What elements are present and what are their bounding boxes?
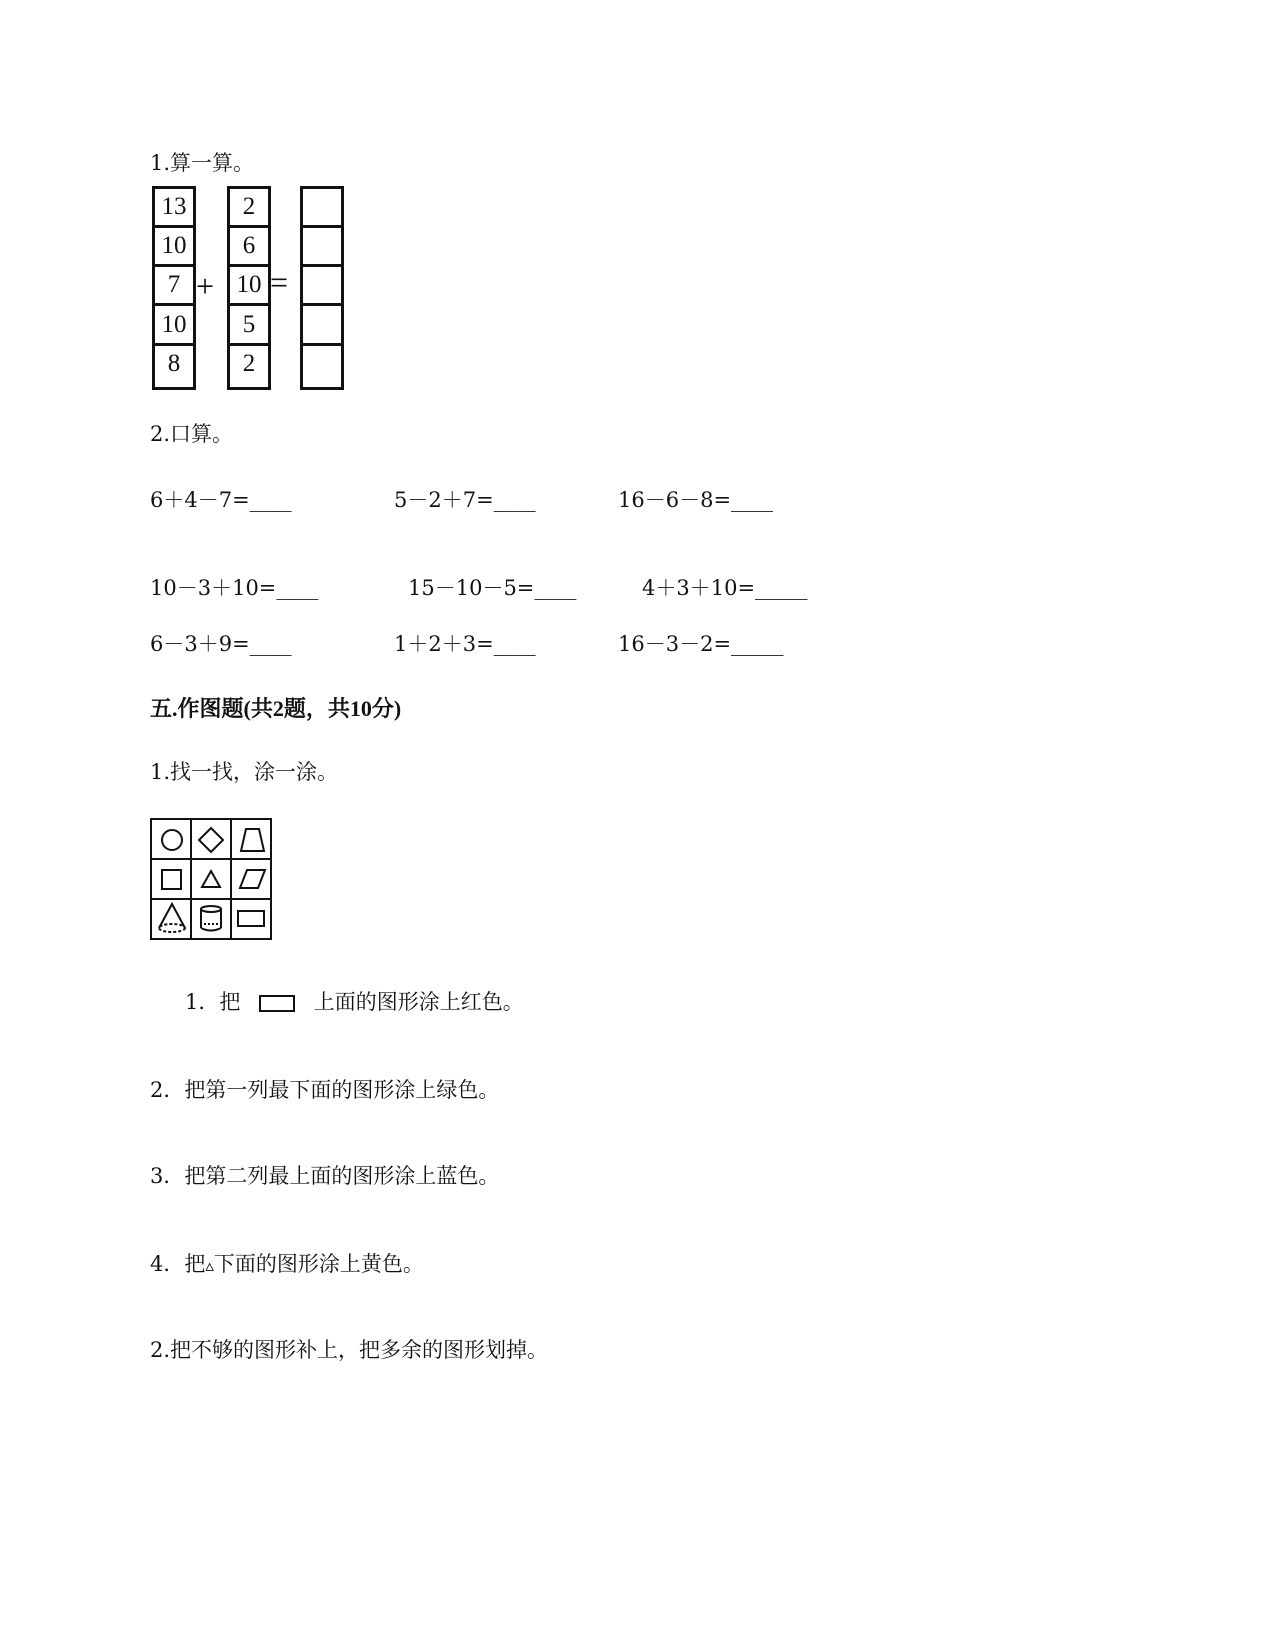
cell-b-2: 6 (230, 228, 268, 267)
shape-grid-drawing (152, 820, 270, 938)
drawing-q1-title: 1.找一找，涂一涂。 (150, 760, 339, 784)
mental-math-item: 16－3－2=_____ (618, 632, 784, 656)
answer-cell[interactable] (303, 307, 341, 346)
instruction-2: 2．把第一列最下面的图形涂上绿色。 (150, 1078, 500, 1102)
answer-cell[interactable] (303, 228, 341, 267)
answer-cell[interactable] (303, 346, 341, 382)
rectangle-icon (259, 995, 295, 1012)
cell-b-1: 2 (230, 189, 268, 228)
q2-title: 2.口算。 (150, 422, 234, 446)
instruction-4-suffix: 下面的图形涂上黄色。 (213, 1252, 424, 1276)
cylinder-icon (201, 906, 221, 931)
addend-column-a (152, 186, 196, 390)
square-icon (162, 870, 181, 889)
mental-math-item: 6－3＋9=____ (150, 632, 292, 656)
mental-math-item: 6＋4－7=____ (150, 488, 292, 512)
answer-column (300, 186, 344, 390)
instruction-4 (150, 1254, 424, 1275)
trapezoid-icon (241, 829, 264, 851)
plus-sign: + (196, 268, 215, 304)
cell-b-3: 10 (230, 267, 268, 306)
instruction-1 (185, 992, 524, 1013)
mental-math-item: 5－2＋7=____ (394, 488, 536, 512)
section-heading: 五.作图题(共2题，共10分) (150, 696, 402, 721)
addend-column-b (227, 186, 271, 390)
rectangle-icon (238, 911, 264, 926)
cell-a-2: 10 (155, 228, 193, 267)
cell-b-5: 2 (242, 350, 256, 377)
mental-math-item: 15－10－5=____ (408, 576, 577, 600)
parallelogram-icon (240, 870, 265, 888)
instruction-3: 3．把第二列最上面的图形涂上蓝色。 (150, 1164, 500, 1188)
cell-a-1: 13 (155, 189, 193, 228)
cell-b-4: 5 (230, 307, 268, 346)
cell-a-4: 10 (155, 307, 193, 346)
shape-grid (150, 818, 272, 940)
drawing-q2-title: 2.把不够的图形补上，把多余的图形划掉。 (150, 1338, 549, 1362)
triangle-icon (202, 871, 220, 887)
answer-cell[interactable] (303, 189, 341, 228)
q1-title: 1.算一算。 (150, 151, 255, 175)
cone-icon (159, 904, 185, 932)
cell-a-3: 7 (155, 267, 193, 306)
cell-a-5: 8 (167, 350, 181, 377)
instruction-1-suffix: 上面的图形涂上红色。 (313, 990, 524, 1014)
equals-sign: = (270, 264, 289, 300)
instruction-1-prefix: 1．把 (185, 990, 241, 1014)
instruction-4-prefix: 4．把 (150, 1252, 206, 1276)
answer-cell[interactable] (303, 267, 341, 306)
triangle-icon: ▵ (205, 1256, 214, 1276)
diamond-icon (199, 828, 223, 852)
mental-math-item: 4＋3＋10=_____ (642, 576, 808, 600)
mental-math-item: 10－3＋10=____ (150, 576, 319, 600)
mental-math-item: 16－6－8=____ (618, 488, 774, 512)
circle-icon (162, 830, 182, 850)
mental-math-item: 1＋2＋3=____ (394, 632, 536, 656)
